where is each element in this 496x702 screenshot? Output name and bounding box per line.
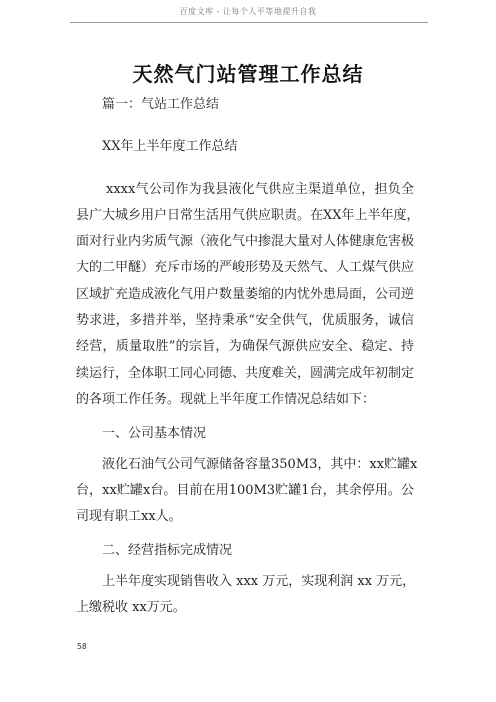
section2-paragraph — [76, 569, 414, 622]
document-title: 天然气门站管理工作总结 — [132, 62, 364, 86]
paragraph-line: 区域扩充造成液化气用户数量萎缩的内忧外患局面，公司逆 — [76, 286, 415, 302]
document-body — [76, 92, 420, 621]
paragraph-line: 上半年度实现销售收入 xxx 万元，实现利润 xx 万元， — [102, 573, 416, 589]
section1-paragraph — [76, 452, 418, 531]
paragraph-line: 续运行，全体职工同心同德、共度难关，圆满完成年初制定 — [76, 365, 415, 381]
header-divider — [70, 22, 428, 23]
section-heading: 一、公司基本情况 — [102, 426, 207, 442]
intro-paragraph — [76, 177, 420, 414]
subtitle: 篇一：气站工作总结 — [102, 97, 220, 112]
section-heading: 二、经营指标完成情况 — [102, 543, 233, 559]
paragraph-line: xxxx气公司作为我县液化气供应主渠道单位，担负全 — [106, 181, 414, 197]
page-number: 58 — [77, 642, 87, 651]
page-header: 百度文库 - 让每个人平等地提升自我 — [179, 7, 317, 16]
paragraph-line: 液化石油气公司气源储备容量350M3，其中：xx贮罐x — [102, 456, 418, 472]
paragraph-line: 经营，质量取胜”的宗旨，为确保气源供应安全、稳定、持 — [76, 339, 414, 355]
paragraph-line: 大的二甲醚）充斥市场的严峻形势及天然气、人工煤气供应 — [76, 260, 415, 276]
report-title: XX年上半年度工作总结 — [102, 139, 238, 155]
paragraph-line: 司现有职工xx人。 — [76, 509, 182, 525]
paragraph-line: 面对行业内劣质气源（液化气中掺混大量对人体健康危害极 — [76, 234, 415, 250]
paragraph-line: 县广大城乡用户日常生活用气供应职责。在XX年上半年度， — [76, 207, 420, 223]
paragraph-line: 的各项工作任务。现就上半年度工作情况总结如下： — [76, 391, 376, 407]
paragraph-line: 上缴税收 xx万元。 — [76, 600, 186, 616]
paragraph-line: 台，xx贮罐x台。目前在用100M3贮罐1台，其余停用。公 — [76, 482, 414, 498]
paragraph-line: 势求进，多措并举，坚持秉承“安全供气，优质服务，诚信 — [76, 313, 414, 329]
